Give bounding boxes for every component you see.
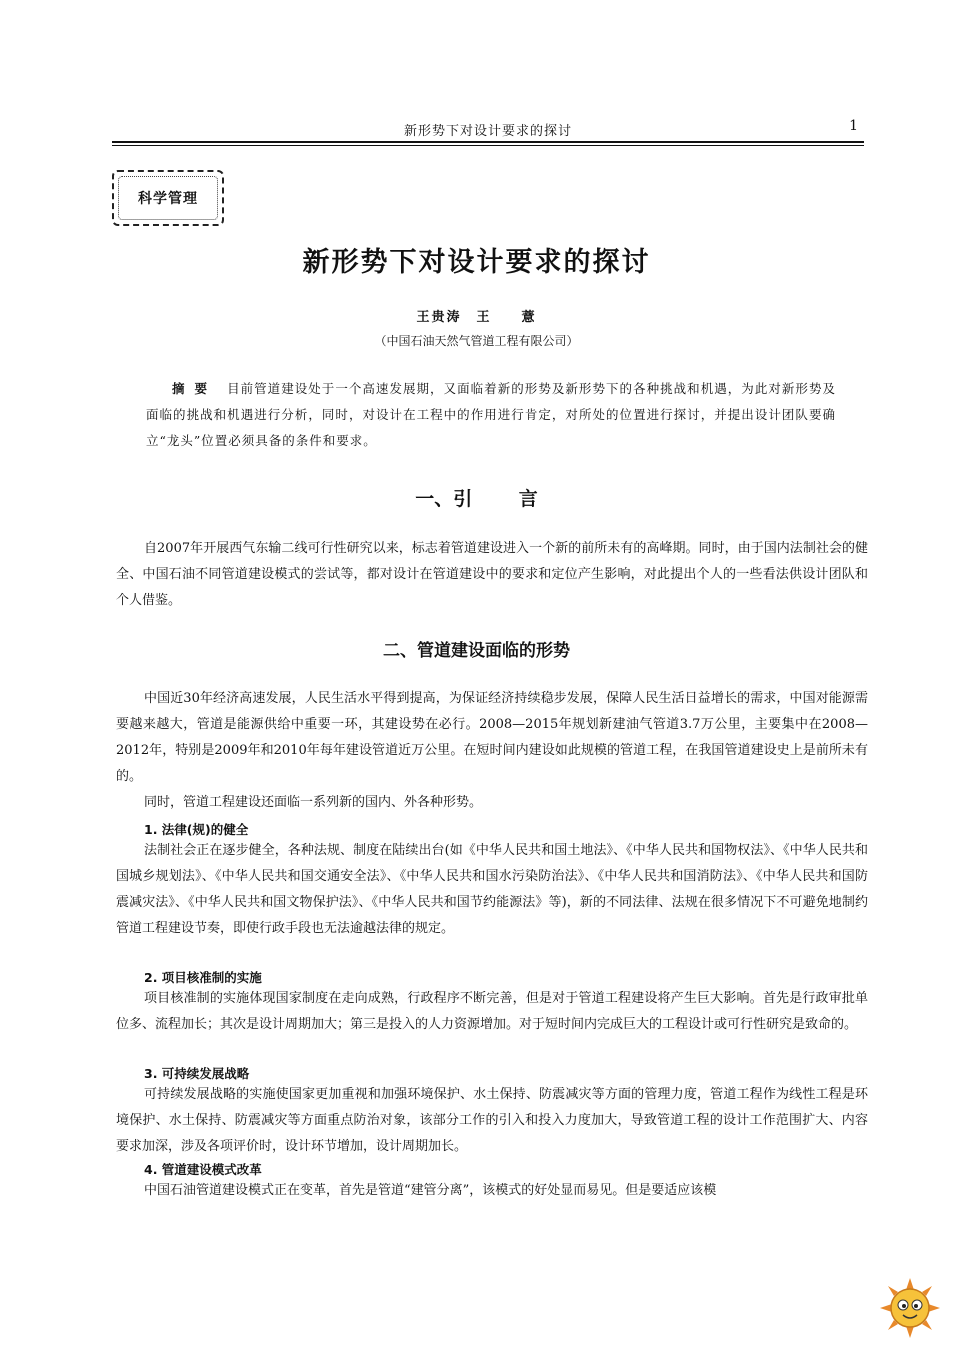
column-tag-label: 科学管理 — [138, 191, 198, 207]
column-tag — [112, 170, 224, 226]
section-heading-intro: 一、引 言 — [415, 488, 538, 510]
subsection-text-sustainable: 可持续发展战略的实施使国家更加重视和加强环境保护、水土保持、防震减灾等方面的管理力度，管道工程作为线性工程是环境保护、水土保持、防震减灾等方面重点防治对象，该部分工作的引入和投入力度加大，导致管道工程的设计工作范围扩大、内容要求加深，涉及各项评价时，设计环节增加，设计周期加长。 — [116, 1087, 868, 1154]
subsection-text-law: 法制社会正在逐步健全，各种法规、制度在陆续出台(如《中华人民共和国土地法》、《中华人民共和国物权法》、《中华人民共和国城乡规划法》、《中华人民共和国交通安全法》、《中华人民共和国水污染防治法》、《中华人民共和国消防法》、《中华人民共和国防震减灾法》、《中华人民共和国文物保护法》、《中华人民共和国节约能源法》等)，新的不同法律、法规在很多情况下不可避免地制约管道工程建设节奏，即使行政手段也无法逾越法律的规定。 — [116, 843, 868, 936]
subsection-text-reform: 中国石油管道建设模式正在变革，首先是管道“建管分离”，该模式的好处显而易见。但是要适应该模 — [144, 1183, 717, 1198]
subsection-text-approval: 项目核准制的实施体现国家制度在走向成熟，行政程序不断完善，但是对于管道工程建设将产生巨大影响。首先是行政审批单位多、流程加长；其次是设计周期加大；第三是投入的人力资源增加。对于短时间内完成巨大的工程设计或可行性研究是致命的。 — [116, 991, 868, 1032]
abstract-label: 摘要 — [172, 381, 218, 396]
header-rule-thick — [112, 141, 864, 143]
subsection-heading-approval: 2. 项目核准制的实施 — [144, 970, 262, 985]
article-title: 新形势下对设计要求的探讨 — [302, 247, 651, 278]
running-title: 新形势下对设计要求的探讨 — [403, 124, 572, 139]
subsection-heading-reform: 4. 管道建设模式改革 — [144, 1162, 262, 1177]
header-rule-thin — [112, 145, 864, 146]
section-heading-situation: 二、管道建设面临的形势 — [383, 641, 570, 661]
situation-paragraph-1: 中国近30年经济高速发展，人民生活水平得到提高，为保证经济持续稳步发展，保障人民生活日益增长的需求，中国对能源需要越来越大，管道是能源供给中重要一环，其建设势在必行。2008—2015年规划新建油气管道3.7万公里，主要集中在2008—2012年，特别是2009年和2010年每年建设管道近万公里。在短时间内建设如此规模的管道工程，在我国管道建设史上是前所未有的。 — [116, 691, 868, 784]
affiliation: （中国石油天然气管道工程有限公司） — [374, 334, 579, 348]
subsection-heading-law: 1. 法律(规)的健全 — [144, 822, 249, 837]
abstract-text: 目前管道建设处于一个高速发展期，又面临着新的形势及新形势下的各种挑战和机遇，为此对新形势及面临的挑战和机遇进行分析，同时，对设计在工程中的作用进行肯定，对所处的位置进行探讨，并提出设计团队要确立“龙头”位置必须具备的条件和要求。 — [146, 381, 836, 448]
page-number: 1 — [849, 118, 858, 134]
subsection-heading-sustainable: 3. 可持续发展战略 — [144, 1066, 250, 1081]
intro-paragraph: 自2007年开展西气东输二线可行性研究以来，标志着管道建设进入一个新的前所未有的高峰期。同时，由于国内法制社会的健全、中国石油不同管道建设模式的尝试等，都对设计在管道建设中的要求和定位产生影响，对此提出个人的一些看法供设计团队和个人借鉴。 — [116, 541, 868, 608]
situation-paragraph-2: 同时，管道工程建设还面临一系列新的国内、外各种形势。 — [144, 795, 483, 810]
sun-sticker-icon — [878, 1276, 942, 1340]
abstract — [146, 376, 836, 454]
running-header — [112, 116, 864, 144]
authors: 王贵涛 王 薏 — [416, 310, 537, 325]
